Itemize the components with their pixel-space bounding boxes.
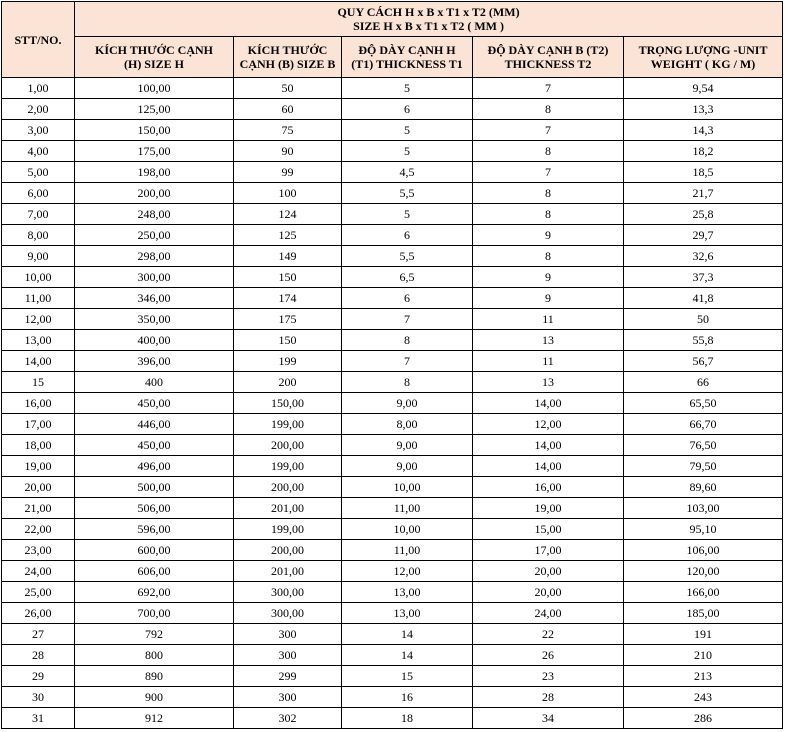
unit-weight-cell: 243 xyxy=(624,687,783,708)
thickness-t2-cell: 34 xyxy=(473,708,624,729)
size-h-cell: 450,00 xyxy=(75,435,234,456)
size-h-cell: 446,00 xyxy=(75,414,234,435)
thickness-t2-cell: 17,00 xyxy=(473,540,624,561)
spec-group-header xyxy=(75,2,783,37)
thickness-t1-cell: 10,00 xyxy=(342,519,473,540)
unit-weight-cell: 21,7 xyxy=(624,183,783,204)
unit-weight-cell: 14,3 xyxy=(624,120,783,141)
size-b-cell: 300 xyxy=(234,645,342,666)
size-b-cell: 124 xyxy=(234,204,342,225)
table-row xyxy=(2,141,783,162)
size-b-header-line1: KÍCH THƯỚC xyxy=(247,43,328,57)
unit-weight-cell: 79,50 xyxy=(624,456,783,477)
thickness-t1-cell: 12,00 xyxy=(342,561,473,582)
table-row xyxy=(2,351,783,372)
size-b-cell: 150 xyxy=(234,330,342,351)
thickness-t2-cell: 9 xyxy=(473,288,624,309)
table-row xyxy=(2,435,783,456)
thickness-t2-cell: 13 xyxy=(473,372,624,393)
stt-cell: 6,00 xyxy=(2,183,75,204)
thickness-t2-cell: 8 xyxy=(473,246,624,267)
thickness-t2-cell: 8 xyxy=(473,99,624,120)
size-b-cell: 125 xyxy=(234,225,342,246)
size-b-cell: 50 xyxy=(234,78,342,99)
table-row xyxy=(2,309,783,330)
thickness-t1-cell: 10,00 xyxy=(342,477,473,498)
size-b-cell: 300,00 xyxy=(234,603,342,624)
table-row xyxy=(2,498,783,519)
unit-weight-cell: 213 xyxy=(624,666,783,687)
unit-weight-cell: 66,70 xyxy=(624,414,783,435)
unit-weight-header-line1: TRỌNG LƯỢNG -UNIT xyxy=(638,43,768,57)
size-b-cell: 299 xyxy=(234,666,342,687)
thickness-t2-cell: 8 xyxy=(473,141,624,162)
size-b-cell: 149 xyxy=(234,246,342,267)
unit-weight-cell: 210 xyxy=(624,645,783,666)
size-b-cell: 302 xyxy=(234,708,342,729)
table-row xyxy=(2,414,783,435)
thickness-t1-cell: 18 xyxy=(342,708,473,729)
stt-header: STT/NO. xyxy=(2,2,75,78)
size-b-cell: 199,00 xyxy=(234,519,342,540)
spec-group-title-en: SIZE H x B x T1 x T2 ( MM ) xyxy=(353,19,504,33)
thickness-t2-cell: 20,00 xyxy=(473,582,624,603)
thickness-t1-cell: 6 xyxy=(342,225,473,246)
stt-cell: 1,00 xyxy=(2,78,75,99)
unit-weight-cell: 18,5 xyxy=(624,162,783,183)
unit-weight-cell: 103,00 xyxy=(624,498,783,519)
thickness-t1-cell: 9,00 xyxy=(342,393,473,414)
table-row xyxy=(2,330,783,351)
thickness-t2-cell: 26 xyxy=(473,645,624,666)
size-h-cell: 890 xyxy=(75,666,234,687)
thickness-t1-cell: 6 xyxy=(342,99,473,120)
size-h-cell: 250,00 xyxy=(75,225,234,246)
size-b-cell: 199,00 xyxy=(234,414,342,435)
size-h-cell: 396,00 xyxy=(75,351,234,372)
thickness-t2-cell: 8 xyxy=(473,204,624,225)
size-h-cell: 800 xyxy=(75,645,234,666)
table-row xyxy=(2,99,783,120)
size-h-cell: 200,00 xyxy=(75,183,234,204)
size-b-cell: 200 xyxy=(234,372,342,393)
size-h-cell: 100,00 xyxy=(75,78,234,99)
stt-cell: 5,00 xyxy=(2,162,75,183)
size-b-cell: 60 xyxy=(234,99,342,120)
size-h-cell: 606,00 xyxy=(75,561,234,582)
thickness-t2-cell: 7 xyxy=(473,78,624,99)
thickness-t1-cell: 14 xyxy=(342,624,473,645)
thickness-t2-cell: 11 xyxy=(473,309,624,330)
size-h-cell: 692,00 xyxy=(75,582,234,603)
table-row xyxy=(2,603,783,624)
unit-weight-cell: 76,50 xyxy=(624,435,783,456)
unit-weight-cell: 25,8 xyxy=(624,204,783,225)
thickness-t1-cell: 11,00 xyxy=(342,498,473,519)
thickness-t2-cell: 9 xyxy=(473,225,624,246)
thickness-t2-header-line1: ĐỘ DÀY CẠNH B (T2) xyxy=(487,43,609,57)
thickness-t1-cell: 9,00 xyxy=(342,456,473,477)
spec-table-body xyxy=(2,78,783,729)
unit-weight-cell: 66 xyxy=(624,372,783,393)
unit-weight-cell: 89,60 xyxy=(624,477,783,498)
table-row xyxy=(2,708,783,729)
unit-weight-cell: 9,54 xyxy=(624,78,783,99)
unit-weight-cell: 29,7 xyxy=(624,225,783,246)
thickness-t2-cell: 8 xyxy=(473,183,624,204)
size-h-cell: 450,00 xyxy=(75,393,234,414)
size-h-cell: 496,00 xyxy=(75,456,234,477)
table-row xyxy=(2,225,783,246)
size-h-cell: 346,00 xyxy=(75,288,234,309)
table-row xyxy=(2,288,783,309)
unit-weight-cell: 65,50 xyxy=(624,393,783,414)
stt-cell: 2,00 xyxy=(2,99,75,120)
size-h-header-line1: KÍCH THƯỚC CẠNH xyxy=(94,43,213,57)
thickness-t1-cell: 8,00 xyxy=(342,414,473,435)
size-b-cell: 201,00 xyxy=(234,561,342,582)
table-row xyxy=(2,372,783,393)
thickness-t2-cell: 11 xyxy=(473,351,624,372)
size-h-cell: 900 xyxy=(75,687,234,708)
unit-weight-header xyxy=(624,37,783,78)
thickness-t2-cell: 19,00 xyxy=(473,498,624,519)
thickness-t2-cell: 22 xyxy=(473,624,624,645)
table-row xyxy=(2,666,783,687)
size-h-cell: 400,00 xyxy=(75,330,234,351)
table-row xyxy=(2,645,783,666)
thickness-t1-cell: 7 xyxy=(342,351,473,372)
stt-cell: 15 xyxy=(2,372,75,393)
stt-cell: 14,00 xyxy=(2,351,75,372)
thickness-t1-cell: 5 xyxy=(342,78,473,99)
thickness-t1-cell: 5 xyxy=(342,120,473,141)
unit-weight-cell: 18,2 xyxy=(624,141,783,162)
stt-cell: 18,00 xyxy=(2,435,75,456)
thickness-t2-cell: 12,00 xyxy=(473,414,624,435)
stt-cell: 9,00 xyxy=(2,246,75,267)
stt-cell: 4,00 xyxy=(2,141,75,162)
thickness-t2-cell: 13 xyxy=(473,330,624,351)
stt-cell: 8,00 xyxy=(2,225,75,246)
size-b-cell: 174 xyxy=(234,288,342,309)
stt-cell: 26,00 xyxy=(2,603,75,624)
stt-cell: 23,00 xyxy=(2,540,75,561)
size-b-cell: 99 xyxy=(234,162,342,183)
thickness-t2-cell: 28 xyxy=(473,687,624,708)
unit-weight-cell: 41,8 xyxy=(624,288,783,309)
thickness-t2-cell: 16,00 xyxy=(473,477,624,498)
size-b-cell: 200,00 xyxy=(234,435,342,456)
size-h-cell: 700,00 xyxy=(75,603,234,624)
stt-cell: 29 xyxy=(2,666,75,687)
size-h-cell: 175,00 xyxy=(75,141,234,162)
stt-cell: 31 xyxy=(2,708,75,729)
stt-cell: 19,00 xyxy=(2,456,75,477)
table-row xyxy=(2,246,783,267)
stt-cell: 13,00 xyxy=(2,330,75,351)
spec-group-title-vi: QUY CÁCH H x B x T1 x T2 (MM) xyxy=(337,5,520,19)
thickness-t2-header xyxy=(473,37,624,78)
unit-weight-header-line2: WEIGHT ( KG / M) xyxy=(650,57,756,71)
thickness-t2-cell: 9 xyxy=(473,267,624,288)
unit-weight-cell: 50 xyxy=(624,309,783,330)
stt-cell: 16,00 xyxy=(2,393,75,414)
stt-cell: 7,00 xyxy=(2,204,75,225)
size-h-cell: 792 xyxy=(75,624,234,645)
size-b-cell: 200,00 xyxy=(234,540,342,561)
stt-cell: 20,00 xyxy=(2,477,75,498)
thickness-t2-cell: 14,00 xyxy=(473,393,624,414)
size-h-cell: 298,00 xyxy=(75,246,234,267)
thickness-t2-cell: 14,00 xyxy=(473,456,624,477)
thickness-t2-cell: 7 xyxy=(473,120,624,141)
size-h-header xyxy=(75,37,234,78)
table-row xyxy=(2,624,783,645)
unit-weight-cell: 56,7 xyxy=(624,351,783,372)
thickness-t1-cell: 9,00 xyxy=(342,435,473,456)
unit-weight-cell: 185,00 xyxy=(624,603,783,624)
thickness-t1-cell: 13,00 xyxy=(342,582,473,603)
size-b-cell: 201,00 xyxy=(234,498,342,519)
thickness-t1-cell: 6,5 xyxy=(342,267,473,288)
stt-cell: 25,00 xyxy=(2,582,75,603)
size-b-cell: 100 xyxy=(234,183,342,204)
thickness-t1-cell: 5 xyxy=(342,141,473,162)
table-row xyxy=(2,561,783,582)
size-h-cell: 125,00 xyxy=(75,99,234,120)
size-b-cell: 300,00 xyxy=(234,582,342,603)
table-row xyxy=(2,519,783,540)
thickness-t1-cell: 4,5 xyxy=(342,162,473,183)
size-b-cell: 175 xyxy=(234,309,342,330)
stt-cell: 22,00 xyxy=(2,519,75,540)
unit-weight-cell: 37,3 xyxy=(624,267,783,288)
stt-cell: 3,00 xyxy=(2,120,75,141)
size-b-cell: 199,00 xyxy=(234,456,342,477)
thickness-t1-cell: 11,00 xyxy=(342,540,473,561)
table-row xyxy=(2,540,783,561)
table-row xyxy=(2,183,783,204)
stt-cell: 12,00 xyxy=(2,309,75,330)
size-b-cell: 90 xyxy=(234,141,342,162)
thickness-t1-cell: 14 xyxy=(342,645,473,666)
size-h-header-line2: (H) SIZE H xyxy=(123,57,184,71)
thickness-t1-cell: 8 xyxy=(342,330,473,351)
size-b-header-line2: CẠNH (B) SIZE B xyxy=(239,57,336,71)
unit-weight-cell: 13,3 xyxy=(624,99,783,120)
table-row xyxy=(2,120,783,141)
size-h-cell: 500,00 xyxy=(75,477,234,498)
thickness-t1-header xyxy=(342,37,473,78)
size-h-cell: 150,00 xyxy=(75,120,234,141)
unit-weight-cell: 286 xyxy=(624,708,783,729)
unit-weight-cell: 120,00 xyxy=(624,561,783,582)
thickness-t1-cell: 8 xyxy=(342,372,473,393)
thickness-t2-cell: 24,00 xyxy=(473,603,624,624)
thickness-t1-cell: 13,00 xyxy=(342,603,473,624)
size-b-cell: 75 xyxy=(234,120,342,141)
stt-cell: 30 xyxy=(2,687,75,708)
size-h-cell: 248,00 xyxy=(75,204,234,225)
stt-cell: 21,00 xyxy=(2,498,75,519)
unit-weight-cell: 55,8 xyxy=(624,330,783,351)
size-h-cell: 350,00 xyxy=(75,309,234,330)
thickness-t2-cell: 14,00 xyxy=(473,435,624,456)
size-h-cell: 600,00 xyxy=(75,540,234,561)
stt-cell: 11,00 xyxy=(2,288,75,309)
unit-weight-cell: 191 xyxy=(624,624,783,645)
table-row xyxy=(2,687,783,708)
size-h-cell: 400 xyxy=(75,372,234,393)
thickness-t1-cell: 16 xyxy=(342,687,473,708)
stt-cell: 24,00 xyxy=(2,561,75,582)
thickness-t1-cell: 15 xyxy=(342,666,473,687)
table-row xyxy=(2,582,783,603)
size-b-cell: 300 xyxy=(234,624,342,645)
size-h-cell: 300,00 xyxy=(75,267,234,288)
size-h-cell: 198,00 xyxy=(75,162,234,183)
size-b-header xyxy=(234,37,342,78)
table-row xyxy=(2,267,783,288)
table-row xyxy=(2,456,783,477)
table-row xyxy=(2,162,783,183)
stt-cell: 27 xyxy=(2,624,75,645)
stt-cell: 28 xyxy=(2,645,75,666)
thickness-t1-header-line1: ĐỘ DÀY CẠNH H xyxy=(358,43,456,57)
thickness-t2-header-line2: THICKNESS T2 xyxy=(504,57,592,71)
size-b-cell: 150 xyxy=(234,267,342,288)
size-h-cell: 506,00 xyxy=(75,498,234,519)
thickness-t1-header-line2: (T1) THICKNESS T1 xyxy=(351,57,463,71)
thickness-t1-cell: 5,5 xyxy=(342,183,473,204)
thickness-t1-cell: 5 xyxy=(342,204,473,225)
unit-weight-cell: 95,10 xyxy=(624,519,783,540)
table-row xyxy=(2,393,783,414)
h-beam-spec-table xyxy=(1,1,783,729)
thickness-t2-cell: 15,00 xyxy=(473,519,624,540)
size-b-cell: 300 xyxy=(234,687,342,708)
size-b-cell: 199 xyxy=(234,351,342,372)
stt-cell: 10,00 xyxy=(2,267,75,288)
thickness-t2-cell: 23 xyxy=(473,666,624,687)
table-row xyxy=(2,78,783,99)
thickness-t1-cell: 5,5 xyxy=(342,246,473,267)
table-row xyxy=(2,477,783,498)
size-h-cell: 596,00 xyxy=(75,519,234,540)
stt-cell: 17,00 xyxy=(2,414,75,435)
thickness-t1-cell: 6 xyxy=(342,288,473,309)
unit-weight-cell: 32,6 xyxy=(624,246,783,267)
size-b-cell: 150,00 xyxy=(234,393,342,414)
thickness-t1-cell: 7 xyxy=(342,309,473,330)
size-h-cell: 912 xyxy=(75,708,234,729)
unit-weight-cell: 166,00 xyxy=(624,582,783,603)
thickness-t2-cell: 20,00 xyxy=(473,561,624,582)
unit-weight-cell: 106,00 xyxy=(624,540,783,561)
thickness-t2-cell: 7 xyxy=(473,162,624,183)
size-b-cell: 200,00 xyxy=(234,477,342,498)
table-row xyxy=(2,204,783,225)
